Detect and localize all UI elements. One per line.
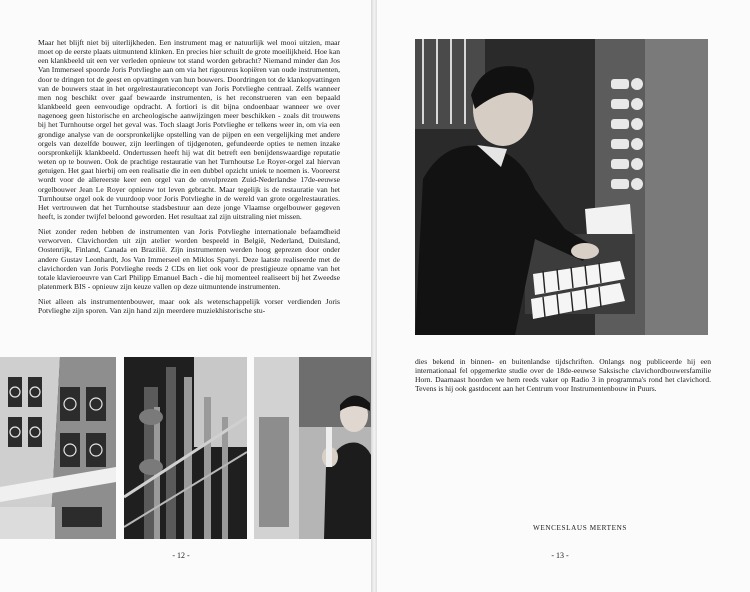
organ-case-photo xyxy=(0,357,116,539)
right-text-block xyxy=(415,357,711,394)
paragraph: Maar het blijft niet bij uiterlijkheden. Een instrument mag er natuurlijk wel mooi uitzien, maar moet op de eerste plaats uitmuntend klinken. En precies hier schuilt de grote moeilijkheid. Hoe kan een klankbeeld uit een ver verleden opnieuw tot stand worden gebracht? Niemand minder dan Jos Van Immerseel spoorde Joris Potvlieghe aan om via het rigoureus kopiëren van oude instrumenten, door te dringen tot de geest en opvattingen van hun bouwers. Doordringen tot de klankopvattingen van de bouwers staat in het orgelrestauratieconcept van Joris Potvlieghe centraal. Zelfs wanneer men nog beschikt over gaaf bewaarde instrumenten, is het reconstrueren van een bepaald klankbeeld geen eenvoudige opdracht. A fortiori is dit bijna ondoenbaar wanneer we over nagenoeg geen historische en archeologische aanwijzingen meer beschikken - zoals dit trouwens bij het Turnhoutse orgel het geval was. Toch slaagt Joris Potvlieghe er telkens weer in, om via een grondige analyse van de oorspronkelijke opstelling van de pijpen en een vergelijking met andere orgels van dezelfde bouwer, zijn leerlingen of tijdgenoten, gefundeerde opties te nemen inzake oorspronkelijk klankbeeld. Ondertussen heeft hij wat dit betreft een benijdenswaardige reputatie weten op te bouwen. Ook de prachtige restauratie van het Turnhoutse Le Royer-orgel zal hiervan getuigen. Het gaat hierbij om een realisatie die in een dubbel opzicht uniek te noemen is. Vooreerst wordt voor de allereerste keer een orgel van de onvolprezen Zuid-Nederlandse 17de-eeuwse orgelbouwer Jean Le Royer opnieuw tot leven gebracht. Maar tegelijk is de restauratie van het Turnhoutse orgel ook de vuurdoop voor Joris Potvlieghe in de wereld van grote orgelrestauraties. Het vertrouwen dat het Turnhoutse stadsbestuur aan deze jonge Vlaamse orgelbouwer gegeven heeft, is zonder twijfel beloond geworden. Het resultaat zal zijn uitstraling niet missen. xyxy=(38,38,340,221)
organ-interior-photo xyxy=(124,357,247,539)
left-text-block xyxy=(38,38,340,322)
paragraph: Niet alleen als instrumentenbouwer, maar ook als wetenschappelijk vorser verdienden Joris Potvlieghe zijn sporen. Van zijn hand zijn meerdere muziekhistorische stu- xyxy=(38,297,340,316)
page-number: - 13 - xyxy=(551,551,569,560)
paragraph: Niet zonder reden hebben de instrumenten van Joris Potvlieghe internationale befaamdheid verworven. Clavichorden uit zijn atelier worden bespeeld in België, Nederland, Duitsland, Oostenrijk, Finland, Canada en Brazilië. Zijn instrumenten werden hoog geprezen door onder andere Gustav Leonhardt, Jos Van Immerseel en Miklos Spanyi. Deze laatste realiseerde met de clavichorden van Joris Potvlieghe reeds 2 CDs en liet ook voor de prestigieuze opname van het totale klavieroeuvre van Carl Philipp Emanuel Bach - die hij momenteel realiseert bij het Zweedse platenmerk BIS - opnieuw zijn keuze vallen op deze uitmuntende instrumenten. xyxy=(38,227,340,292)
page-number: - 12 - xyxy=(172,551,190,560)
left-page xyxy=(0,0,373,592)
paragraph: dies bekend in binnen- en buitenlandse tijdschriften. Onlangs nog publiceerde hij een internationaal fel opgemerkte studie over de 18de-eeuwse Saksische clavichordbouwersfamilie Horn. Daarnaast hoorden we hem reeds vaker op Radio 3 in programma's rond het clavichord. Tevens is hij ook gastdocent aan het Centrum voor Instrumentenbouw in Puurs. xyxy=(415,357,711,394)
builder-at-work-photo xyxy=(254,357,375,539)
author-credit: WENCESLAUS MERTENS xyxy=(532,524,628,532)
right-page xyxy=(377,0,750,592)
organist-photo xyxy=(415,39,708,335)
